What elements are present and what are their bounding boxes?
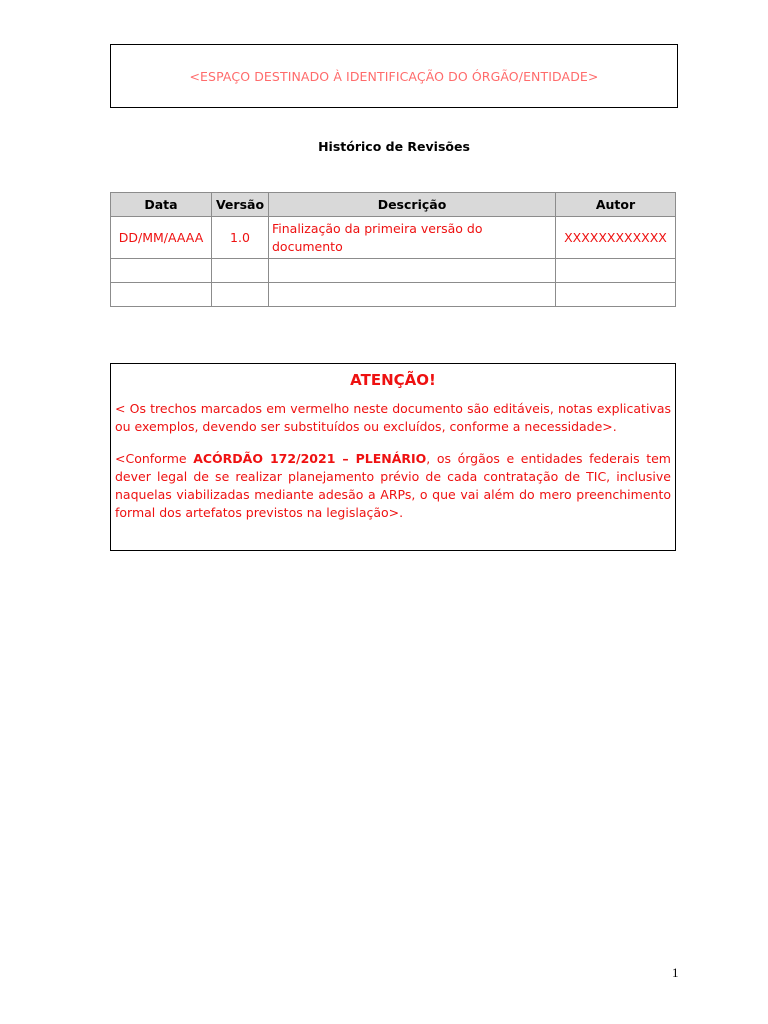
cell-versao [212,259,269,283]
cell-descricao [269,259,556,283]
cell-autor [556,283,676,307]
column-header-descricao: Descrição [269,193,556,217]
cell-data [111,283,212,307]
table-row [111,283,676,307]
cell-autor: XXXXXXXXXXXX [556,217,676,259]
cell-autor [556,259,676,283]
table-row [111,259,676,283]
column-header-versao: Versão [212,193,269,217]
column-header-autor: Autor [556,193,676,217]
cell-descricao: Finalização da primeira versão do documento [269,217,556,259]
org-identification-placeholder: <ESPAÇO DESTINADO À IDENTIFICAÇÃO DO ÓRGÃO/ENTIDADE> [189,68,599,84]
cell-descricao [269,283,556,307]
attention-paragraph-acordao [115,450,671,522]
attention-box [110,363,676,551]
attention-title: ATENÇÃO! [350,371,436,389]
cell-versao [212,283,269,307]
org-identification-box [110,44,678,108]
revision-history-table [110,192,676,307]
attention-paragraph-editable-notes: < Os trechos marcados em vermelho neste documento são editáveis, notas explicativas ou exemplos, devendo ser substituídos ou excluídos, conforme a necessidade>. [115,401,671,434]
acordao-prefix: <Conforme [115,451,194,466]
table-row [111,217,676,259]
revision-history-title: Histórico de Revisões [318,139,470,154]
acordao-reference: ACÓRDÃO 172/2021 – PLENÁRIO [193,451,427,466]
cell-data [111,259,212,283]
column-header-data: Data [111,193,212,217]
cell-versao: 1.0 [212,217,269,259]
table-header-row [111,193,676,217]
cell-data: DD/MM/AAAA [111,217,212,259]
acordao-text: , os órgãos e entidades federais tem dever legal de se realizar planejamento prévio de cada contratação de TIC, inclusive naquelas viabilizadas mediante adesão a ARPs, o que vai além do mero preenchimento formal dos artefatos previstos na legislação>. [115,451,671,520]
page-number: 1 [672,965,679,980]
